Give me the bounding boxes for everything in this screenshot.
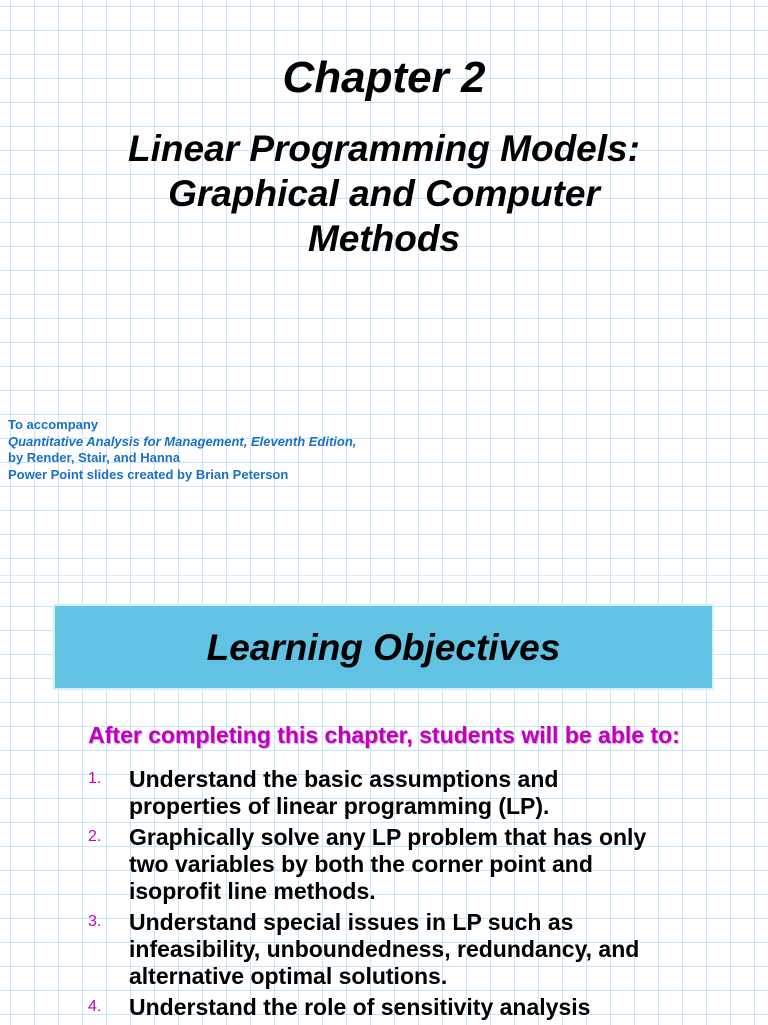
objectives-intro: After completing this chapter, students will be able to:	[88, 722, 680, 748]
objective-number: 1.	[88, 770, 102, 787]
objective-item	[88, 824, 668, 905]
subtitle-line: Methods	[307, 218, 461, 259]
objective-item	[88, 909, 668, 990]
objective-text: Understand the role of sensitivity analysis	[129, 994, 591, 1020]
credits-book-title: Quantitative Analysis for Management, Eleventh Edition,	[8, 433, 357, 449]
objective-item	[88, 994, 668, 1021]
objective-text: Understand the basic assumptions and properties of linear programming (LP).	[129, 766, 559, 819]
objective-number: 4.	[88, 998, 102, 1015]
objective-item	[88, 766, 668, 820]
learning-objectives-title: Learning Objectives	[206, 627, 561, 668]
objectives-list	[88, 766, 668, 1025]
objective-text: Graphically solve any LP problem that has only two variables by both the corner point and isoprofit line methods.	[129, 824, 647, 904]
objective-number: 2.	[88, 828, 102, 845]
credits-slides-author: Power Point slides created by Brian Peterson	[8, 466, 289, 482]
learning-objectives-banner	[53, 604, 714, 690]
credits-accompany: To accompany	[8, 417, 99, 432]
objective-number: 3.	[88, 913, 102, 930]
subtitle-line: Linear Programming Models:	[128, 128, 640, 169]
subtitle-line: Graphical and Computer	[168, 173, 600, 214]
slide-divider	[0, 575, 768, 576]
objective-text: Understand special issues in LP such as infeasibility, unboundedness, redundancy, and alternative optimal solutions.	[129, 909, 640, 989]
credits-authors: by Render, Stair, and Hanna	[8, 450, 180, 465]
credits-block	[8, 417, 356, 483]
chapter-subtitle	[40, 126, 728, 261]
chapter-title: Chapter 2	[282, 53, 486, 102]
